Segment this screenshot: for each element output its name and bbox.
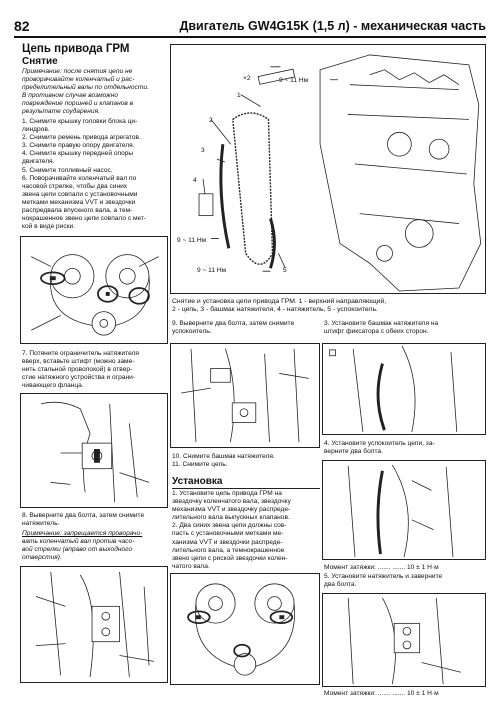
- figure-install-alignment: [170, 573, 320, 685]
- part-label-5: 5: [283, 267, 287, 274]
- removal-steps: 1. Снимите крышку головки блока ци- линдров. 2. Снимите ремень привода агрегатов. 3. Снимите правую опору двигателя. 4. Снимите крышку передней опоры двигателя. 5. Снимите топливный насос. 6. Поворачивайте коленчатый вал по часовой стрелке, чтобы два синих звена цепи совпали с установочными метками механизма VVT и звездочки распредвала впускного вала, а тем- нокрашенное звено цепи совпало с мет- кой в виде риски.: [22, 118, 147, 231]
- part-label-1: 1: [237, 92, 241, 99]
- part-label-4: 4: [193, 177, 197, 184]
- step-8: 8. Выверните два болта, затем снимите натяжитель.: [22, 512, 145, 528]
- note-removal: Примечание: после снятия цепи не проворачивайте коленчатый и рас- пределительный валы по отдельности. В противном случае возможно повреждение поршней и клапанов в результате соударения.: [22, 68, 149, 116]
- note-crankshaft: Примечание: запрещается проворачи- вать коленчатый вал против часо- вой стрелки (вправо от выходного отверстия).: [22, 530, 143, 562]
- figure-damper-install: [322, 460, 486, 560]
- page-title: Двигатель GW4G15K (1,5 л) - механическая часть: [179, 19, 486, 33]
- torque-label-top-value: 9 ~ 11 Нм: [279, 77, 309, 84]
- section-title: Цепь привода ГРМ: [22, 43, 130, 55]
- figure-caption: Снятие и установка цепи привода ГРМ. 1 - верхний направляющий, 2 - цепь, 3 - башмак натяжителя, 4 - натяжитель, 5 - успокоитель.: [172, 298, 387, 314]
- figure-tensioner-removal: [20, 566, 168, 683]
- install-steps: 1. Установите цепь привода ГРМ на звездочку коленчатого вала, звездочку механизма VVT и звездочку распреде- лительного вала выпускных клапанов. 2. Два синих звена цепи должны сов- пасть с установочными метками ме- ханизма VVT и звездочки распреде- лительного вала, а темнокрашенное звено цепи с риской звездочки колен- чатого вала.: [172, 490, 291, 570]
- removal-title: Снятие: [22, 56, 58, 67]
- torque-label-top: ×2: [243, 75, 251, 82]
- figure-tensioner-install: [322, 593, 486, 687]
- page-header: [14, 18, 486, 38]
- step-3-install: 3. Установите башмак натяжителя на штифт фиксатора с обеих сторон.: [324, 320, 439, 336]
- torque-label-bottom: 9 ~ 11 Нм: [197, 267, 227, 274]
- part-label-3: 3: [201, 147, 205, 154]
- step-4-install: 4. Установите успокоитель цепи, за- верните два болта.: [324, 440, 435, 456]
- step-9: 9. Выверните два болта, затем снимите успокоитель.: [172, 320, 295, 336]
- install-divider: [172, 488, 320, 489]
- step-7: 7. Потяните ограничитель натяжителя вверх, вставьте штифт (можно заме- нить стальной проволокой) в отвер- стие натяжного устройства и ограни- чивающего фланца.: [22, 350, 139, 390]
- step-10-11: 10. Снимите башмак натяжителя. 11. Снимите цепь.: [172, 453, 275, 469]
- torque-label-left: 9 ~ 11 Нм: [177, 237, 207, 244]
- torque-2: Момент затяжки: ....... ....... 10 ± 1 Н·м: [324, 690, 439, 697]
- part-label-2: 2: [209, 117, 213, 124]
- figure-timing-marks: [20, 236, 168, 344]
- page-number: 82: [14, 18, 30, 34]
- torque-1: Момент затяжки: ....... ....... 10 ± 1 Н·м: [324, 564, 439, 571]
- install-title: Установка: [172, 476, 223, 487]
- step-5-install: 5. Установите натяжитель и заверните два болта.: [324, 573, 443, 589]
- figure-tensioner-pin: [20, 393, 168, 508]
- figure-damper-removal: [170, 343, 320, 448]
- figure-shoe-install: [322, 343, 486, 435]
- figure-timing-chain-exploded: [170, 44, 486, 294]
